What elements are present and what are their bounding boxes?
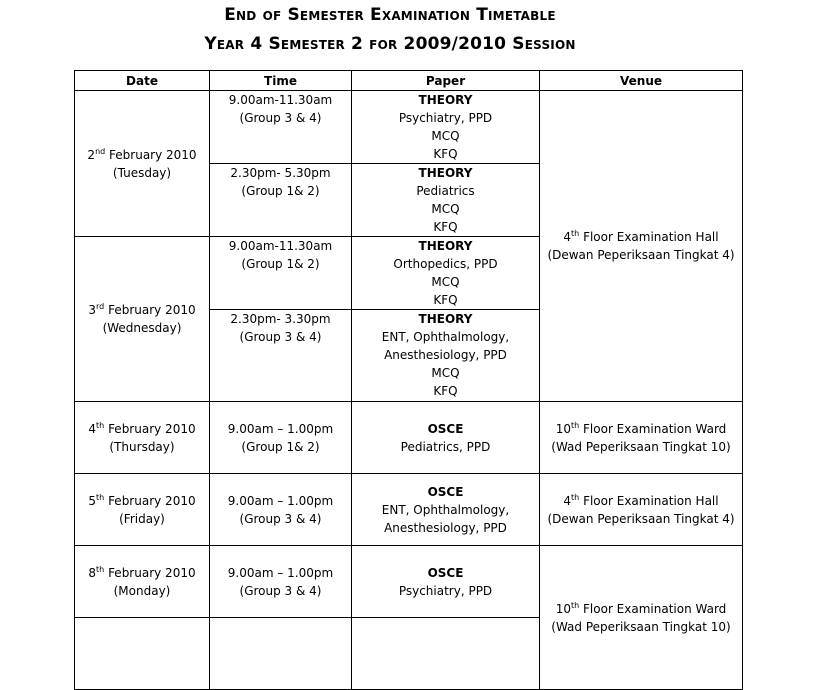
paper-cell: THEORY Orthopedics, PPD MCQ KFQ: [352, 237, 540, 310]
venue-cell: 10th Floor Examination Ward (Wad Peperiksaan Tingkat 10): [540, 402, 743, 474]
date-cell: 2nd February 2010 (Tuesday): [75, 91, 210, 237]
paper-cell: OSCE Pediatrics, PPD: [352, 402, 540, 474]
date-cell: 5th February 2010 (Friday): [75, 474, 210, 546]
col-header-date: Date: [75, 71, 210, 91]
venue-cell: 4th Floor Examination Hall (Dewan Peperiksaan Tingkat 4): [540, 91, 743, 402]
paper-cell: OSCE ENT, Ophthalmology, Anesthesiology, PPD: [352, 474, 540, 546]
date-cell: 3rd February 2010 (Wednesday): [75, 237, 210, 402]
timetable: [74, 70, 743, 690]
time-cell: 9.00am-11.30am (Group 3 & 4): [210, 91, 352, 164]
table-row: [75, 474, 743, 546]
date-cell: 4th February 2010 (Thursday): [75, 402, 210, 474]
paper-cell: THEORY ENT, Ophthalmology, Anesthesiology, PPD MCQ KFQ: [352, 310, 540, 402]
time-cell: 9.00am-11.30am (Group 1& 2): [210, 237, 352, 310]
table-row: [75, 402, 743, 474]
time-cell: 9.00am – 1.00pm (Group 1& 2): [210, 402, 352, 474]
col-header-venue: Venue: [540, 71, 743, 91]
header-row: [75, 71, 743, 91]
venue-cell: 4th Floor Examination Hall (Dewan Peperiksaan Tingkat 4): [540, 474, 743, 546]
col-header-time: Time: [210, 71, 352, 91]
paper-cell: [352, 618, 540, 690]
time-cell: [210, 618, 352, 690]
time-cell: 9.00am – 1.00pm (Group 3 & 4): [210, 546, 352, 618]
time-cell: 2.30pm- 5.30pm (Group 1& 2): [210, 164, 352, 237]
paper-cell: THEORY Pediatrics MCQ KFQ: [352, 164, 540, 237]
page-title: End of Semester Examination Timetable: [224, 5, 556, 25]
venue-cell: 10th Floor Examination Ward (Wad Peperiksaan Tingkat 10): [540, 546, 743, 690]
date-cell: [75, 618, 210, 690]
paper-cell: THEORY Psychiatry, PPD MCQ KFQ: [352, 91, 540, 164]
time-cell: 9.00am – 1.00pm (Group 3 & 4): [210, 474, 352, 546]
col-header-paper: Paper: [352, 71, 540, 91]
date-cell: 8th February 2010 (Monday): [75, 546, 210, 618]
table-row: [75, 91, 743, 164]
time-cell: 2.30pm- 3.30pm (Group 3 & 4): [210, 310, 352, 402]
table-row: [75, 546, 743, 618]
page-subtitle: Year 4 Semester 2 for 2009/2010 Session: [204, 34, 576, 54]
paper-cell: OSCE Psychiatry, PPD: [352, 546, 540, 618]
